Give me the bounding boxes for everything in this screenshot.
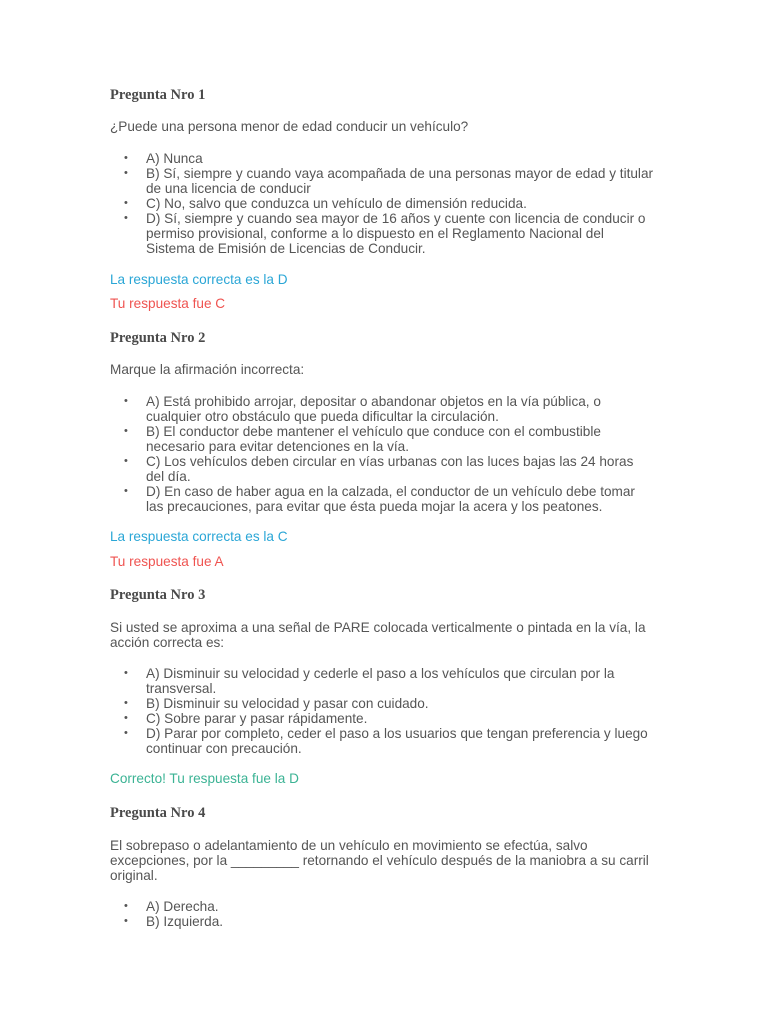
bullet-icon: • xyxy=(124,197,128,209)
option-text: A) Disminuir su velocidad y cederle el paso a los vehículos que circulan por la transversal. xyxy=(146,666,615,696)
question-1-options xyxy=(110,151,655,256)
question-1-text: ¿Puede una persona menor de edad conducir un vehículo? xyxy=(110,119,469,134)
option-item xyxy=(110,726,655,756)
bullet-icon: • xyxy=(124,167,128,179)
question-2-text: Marque la afirmación incorrecta: xyxy=(110,362,305,377)
option-item xyxy=(110,666,655,696)
option-text: C) No, salvo que conduzca un vehículo de dimensión reducida. xyxy=(146,196,527,211)
option-item xyxy=(110,394,655,424)
option-item xyxy=(110,899,655,914)
question-3-title: Pregunta Nro 3 xyxy=(110,587,206,603)
option-item xyxy=(110,454,655,484)
bullet-icon: • xyxy=(124,425,128,437)
bullet-icon: • xyxy=(124,727,128,739)
question-4-title: Pregunta Nro 4 xyxy=(110,805,206,821)
bullet-icon: • xyxy=(124,697,128,709)
bullet-icon: • xyxy=(124,152,128,164)
bullet-icon: • xyxy=(124,455,128,467)
bullet-icon: • xyxy=(124,900,128,912)
option-item xyxy=(110,196,655,211)
your-answer-text: Tu respuesta fue C xyxy=(110,296,226,311)
bullet-icon: • xyxy=(124,395,128,407)
bullet-icon: • xyxy=(124,667,128,679)
bullet-icon: • xyxy=(124,485,128,497)
bullet-icon: • xyxy=(124,212,128,224)
question-4-options xyxy=(110,899,655,929)
option-text: D) En caso de haber agua en la calzada, el conductor de un vehículo debe tomar las precauciones, para evitar que ésta pueda mojar la acera y los peatones. xyxy=(146,484,635,514)
bullet-icon: • xyxy=(124,712,128,724)
option-item xyxy=(110,424,655,454)
option-item xyxy=(110,484,655,514)
question-3-options xyxy=(110,666,655,756)
option-item xyxy=(110,151,655,166)
question-1-title: Pregunta Nro 1 xyxy=(110,87,206,103)
option-item xyxy=(110,696,655,711)
option-text: B) El conductor debe mantener el vehículo que conduce con el combustible necesario para evitar detenciones en la vía. xyxy=(146,424,601,454)
option-text: B) Disminuir su velocidad y pasar con cuidado. xyxy=(146,696,429,711)
correct-answer-text: La respuesta correcta es la C xyxy=(110,529,288,544)
option-item xyxy=(110,914,655,929)
question-4-text: El sobrepaso o adelantamiento de un vehículo en movimiento se efectúa, salvo excepciones, por la _________ retornando el vehículo después de la maniobra a su carril original. xyxy=(110,838,649,883)
option-item xyxy=(110,711,655,726)
your-answer-text: Tu respuesta fue A xyxy=(110,554,224,569)
option-item xyxy=(110,166,655,196)
option-text: C) Los vehículos deben circular en vías urbanas con las luces bajas las 24 horas del día. xyxy=(146,454,634,484)
option-text: A) Derecha. xyxy=(146,899,219,914)
option-text: A) Nunca xyxy=(146,151,203,166)
option-text: B) Sí, siempre y cuando vaya acompañada de una personas mayor de edad y titular de una licencia de conducir xyxy=(146,166,654,196)
option-text: D) Parar por completo, ceder el paso a los usuarios que tengan preferencia y luego continuar con precaución. xyxy=(146,726,648,756)
bullet-icon: • xyxy=(124,915,128,927)
option-text: B) Izquierda. xyxy=(146,914,224,929)
question-2-title: Pregunta Nro 2 xyxy=(110,330,206,346)
correct-answer-text: La respuesta correcta es la D xyxy=(110,272,288,287)
result-text: Correcto! Tu respuesta fue la D xyxy=(110,771,299,786)
question-3-text: Si usted se aproxima a una señal de PARE colocada verticalmente o pintada en la vía, la acción correcta es: xyxy=(110,620,646,650)
option-text: D) Sí, siempre y cuando sea mayor de 16 años y cuente con licencia de conducir o permiso provisional, conforme a lo dispuesto en el Reglamento Nacional del Sistema de Emisión de Licencias de Conducir. xyxy=(146,211,646,256)
option-text: C) Sobre parar y pasar rápidamente. xyxy=(146,711,368,726)
option-text: A) Está prohibido arrojar, depositar o abandonar objetos en la vía pública, o cualquier otro obstáculo que pueda dificultar la circulación. xyxy=(146,394,601,424)
option-item xyxy=(110,211,655,256)
question-2-options xyxy=(110,394,655,514)
